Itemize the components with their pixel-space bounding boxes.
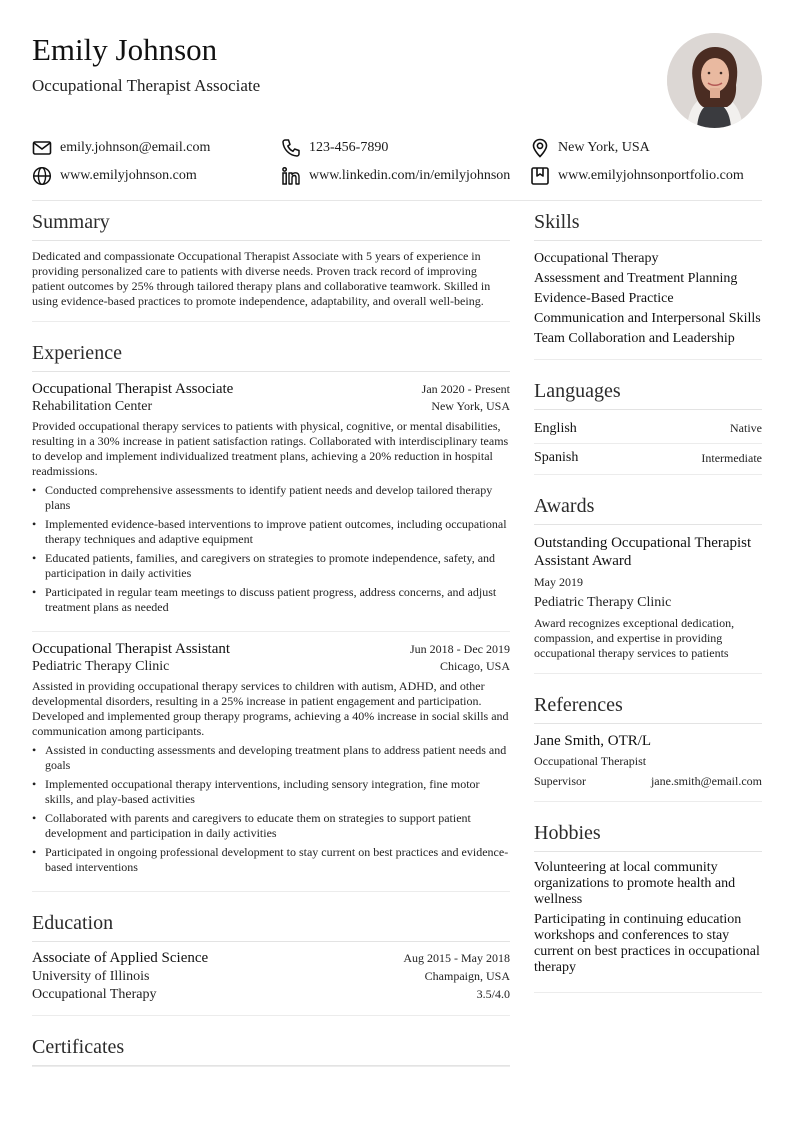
languages-list bbox=[534, 410, 762, 474]
job-bullets bbox=[32, 483, 510, 615]
job-bullet: • Implemented evidence-based interventions to improve patient outcomes, including occupational therapy techniques and adaptive equipment bbox=[32, 517, 510, 547]
languages-section bbox=[534, 377, 762, 475]
globe-icon bbox=[32, 166, 52, 186]
skill-item: Communication and Interpersonal Skills bbox=[534, 311, 761, 326]
skills-section bbox=[534, 208, 762, 360]
contact-location-text: New York, USA bbox=[558, 140, 650, 155]
summary-text: Dedicated and compassionate Occupational Therapist Associate with 5 years of experience in providing personalized care to patients with diverse needs. Proven track record of improving patient outcomes by 25% through tailored therapy plans and collaborative teamwork. Skilled in using evidence-based practices to promote independence, adaptability, and overall well-being. bbox=[32, 249, 491, 308]
education-dates: Aug 2015 - May 2018 bbox=[403, 951, 510, 965]
portfolio-icon bbox=[530, 166, 550, 186]
skills-list bbox=[534, 241, 762, 359]
education-location: Champaign, USA bbox=[424, 969, 510, 983]
contact-portfolio-text: www.emilyjohnsonportfolio.com bbox=[558, 168, 744, 183]
reference-entry bbox=[534, 724, 762, 801]
job-bullet: • Participated in ongoing professional development to stay current on best practices and evidence-based interventions bbox=[32, 845, 510, 875]
section-title: Skills bbox=[534, 208, 762, 241]
award-entry bbox=[534, 525, 762, 673]
language-item bbox=[534, 443, 762, 472]
section-title: Education bbox=[32, 909, 510, 942]
contact-phone[interactable] bbox=[281, 138, 530, 158]
language-name: English bbox=[534, 420, 577, 436]
reference-relation: Supervisor bbox=[534, 774, 586, 788]
contact-location bbox=[530, 138, 650, 158]
candidate-name: Emily Johnson bbox=[32, 32, 218, 67]
education-school: University of Illinois bbox=[32, 969, 150, 984]
contact-phone-text: 123-456-7890 bbox=[309, 140, 389, 155]
profile-photo bbox=[667, 33, 762, 128]
reference-email[interactable]: jane.smith@email.com bbox=[650, 774, 762, 788]
job-title: Occupational Therapist Assistant bbox=[32, 641, 231, 657]
awards-section bbox=[534, 492, 762, 674]
job-dates: Jan 2020 - Present bbox=[421, 382, 510, 396]
hobby-item: Participating in continuing education workshops and conferences to stay current on best practices in occupational therapy bbox=[534, 912, 760, 975]
award-description: Award recognizes exceptional dedication, compassion, and expertise in providing occupational therapy services to patients bbox=[534, 616, 735, 660]
right-column bbox=[534, 208, 762, 993]
award-date: May 2019 bbox=[534, 575, 583, 589]
language-item bbox=[534, 414, 762, 443]
section-title: References bbox=[534, 691, 762, 724]
certificates-section bbox=[32, 1033, 510, 1067]
job-dates: Jun 2018 - Dec 2019 bbox=[410, 642, 510, 656]
section-title: Awards bbox=[534, 492, 762, 525]
education-degree: Associate of Applied Science bbox=[32, 950, 209, 966]
job-entry bbox=[32, 631, 510, 891]
job-description: Assisted in providing occupational therapy services to children with autism, ADHD, and other developmental disorders, resulting in a 25% increase in patient engagement and participation. Developed and implemented group therapy programs, achieving a 40% increase in social skills and communication among participants. bbox=[32, 679, 509, 738]
skill-item: Occupational Therapy bbox=[534, 251, 659, 266]
contact-email-text: emily.johnson@email.com bbox=[60, 140, 211, 155]
job-entry bbox=[32, 372, 510, 631]
section-title: Summary bbox=[32, 208, 510, 241]
job-company: Pediatric Therapy Clinic bbox=[32, 659, 170, 674]
experience-section bbox=[32, 339, 510, 892]
header-divider bbox=[32, 200, 762, 201]
section-title: Experience bbox=[32, 339, 510, 372]
location-pin-icon bbox=[530, 138, 550, 158]
contact-linkedin-text: www.linkedin.com/in/emilyjohnson bbox=[309, 168, 511, 183]
job-location: Chicago, USA bbox=[440, 659, 510, 673]
references-section bbox=[534, 691, 762, 802]
job-bullet: • Assisted in conducting assessments and developing treatment plans to address patient needs and goals bbox=[32, 743, 510, 773]
job-bullet: • Implemented occupational therapy interventions, including sensory integration, fine motor skills, and play-based activities bbox=[32, 777, 510, 807]
language-name: Spanish bbox=[534, 450, 579, 465]
job-location: New York, USA bbox=[431, 399, 510, 413]
linkedin-icon bbox=[281, 166, 301, 186]
hobbies-section bbox=[534, 819, 762, 993]
resume-header bbox=[32, 30, 762, 130]
job-bullet: • Educated patients, families, and caregivers on strategies to promote independence, safety, and participation in daily activities bbox=[32, 551, 510, 581]
contact-linkedin[interactable] bbox=[281, 166, 530, 186]
job-company: Rehabilitation Center bbox=[32, 399, 153, 414]
hobbies-list bbox=[534, 852, 762, 992]
section-title: Certificates bbox=[32, 1033, 510, 1066]
education-section bbox=[32, 909, 510, 1016]
job-description: Provided occupational therapy services to patients with physical, cognitive, or mental disabilities, resulting in a 30% increase in patient satisfaction ratings. Collaborated with interdisciplinary teams to develop and implement individualized treatment plans, achieving a 20% reduction in hospital readmissions. bbox=[32, 419, 509, 478]
section-title: Hobbies bbox=[534, 819, 762, 852]
reference-role: Occupational Therapist bbox=[534, 754, 647, 768]
job-bullets bbox=[32, 743, 510, 875]
skill-item: Team Collaboration and Leadership bbox=[534, 331, 735, 346]
job-bullet: • Conducted comprehensive assessments to identify patient needs and develop tailored therapy plans bbox=[32, 483, 510, 513]
reference-name: Jane Smith, OTR/L bbox=[534, 733, 652, 749]
language-level: Native bbox=[730, 421, 762, 435]
left-column bbox=[32, 208, 510, 1067]
contact-website[interactable] bbox=[32, 166, 281, 186]
email-icon bbox=[32, 138, 52, 158]
language-level: Intermediate bbox=[701, 450, 762, 465]
contact-website-text: www.emilyjohnson.com bbox=[60, 168, 197, 183]
education-gpa: 3.5/4.0 bbox=[476, 987, 510, 1001]
education-entry bbox=[32, 942, 510, 1015]
contact-email[interactable] bbox=[32, 138, 281, 158]
phone-icon bbox=[281, 138, 301, 158]
skill-item: Evidence-Based Practice bbox=[534, 291, 674, 306]
job-bullet: • Collaborated with parents and caregivers to educate them on strategies to support patient development and participation in daily activities bbox=[32, 811, 510, 841]
hobby-item: Volunteering at local community organizations to promote health and wellness bbox=[534, 860, 736, 907]
job-title: Occupational Therapist Associate bbox=[32, 381, 234, 397]
education-field: Occupational Therapy bbox=[32, 987, 157, 1002]
award-org: Pediatric Therapy Clinic bbox=[534, 595, 672, 610]
contact-info bbox=[32, 134, 762, 190]
section-title: Languages bbox=[534, 377, 762, 410]
contact-portfolio[interactable] bbox=[530, 166, 744, 186]
skill-item: Assessment and Treatment Planning bbox=[534, 271, 738, 286]
summary-section bbox=[32, 208, 510, 322]
award-name: Outstanding Occupational Therapist Assistant Award bbox=[534, 535, 752, 569]
job-bullet: • Participated in regular team meetings to discuss patient progress, address concerns, and adjust treatment plans as needed bbox=[32, 585, 510, 615]
candidate-role: Occupational Therapist Associate bbox=[32, 76, 261, 95]
